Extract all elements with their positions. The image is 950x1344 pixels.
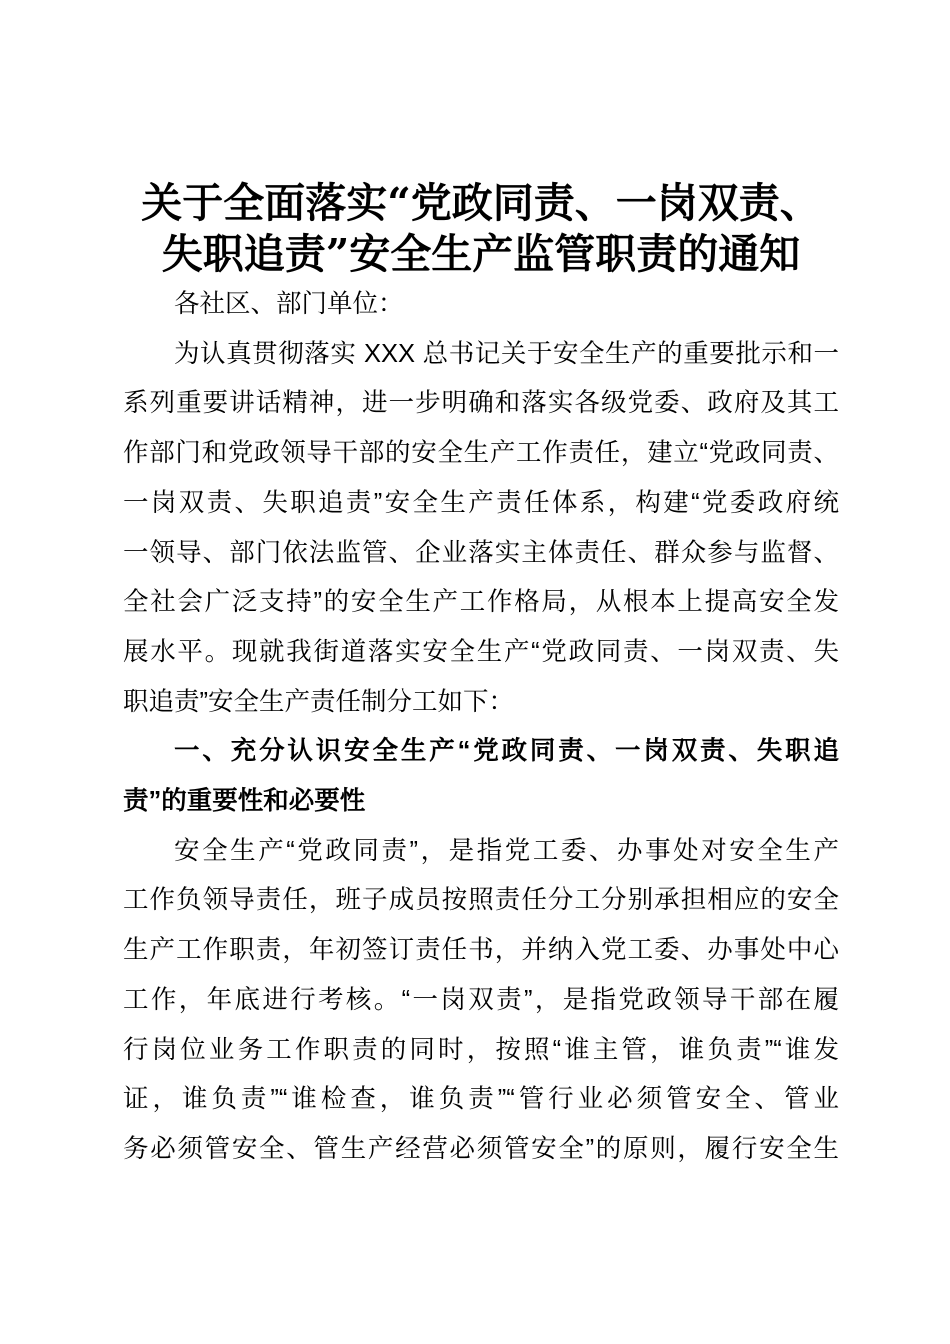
body-line: 展水平。现就我街道落实安全生产“党政同责、一岗双责、失 bbox=[123, 637, 839, 666]
body-line: 行岗位业务工作职责的同时，按照“谁主管，谁负责”“谁发 bbox=[123, 1035, 839, 1064]
document-title bbox=[123, 178, 839, 280]
section-heading bbox=[123, 727, 839, 826]
heading-line: 一、充分认识安全生产“党政同责、一岗双责、失职追 bbox=[174, 737, 839, 766]
title-line: 失职追责”安全生产监管职责的通知 bbox=[161, 230, 801, 278]
body-line: 生产工作职责，年初签订责任书，并纳入党工委、办事处中心 bbox=[123, 936, 839, 965]
body-line: 作部门和党政领导干部的安全生产工作责任，建立“党政同责、 bbox=[123, 439, 839, 468]
body-line: 一领导、部门依法监管、企业落实主体责任、群众参与监督、 bbox=[123, 538, 839, 567]
body-line: 工作，年底进行考核。“一岗双责”，是指党政领导干部在履 bbox=[123, 985, 839, 1014]
document-body bbox=[123, 280, 839, 1175]
title-line: 关于全面落实“党政同责、一岗双责、 bbox=[141, 179, 821, 227]
body-line: 工作负领导责任，班子成员按照责任分工分别承担相应的安全 bbox=[123, 886, 839, 915]
body-line: 安全生产“党政同责”，是指党工委、办事处对安全生产 bbox=[174, 836, 839, 865]
body-line: 一岗双责、失职追责”安全生产责任体系，构建“党委政府统 bbox=[123, 488, 839, 517]
body-line: 系列重要讲话精神，进一步明确和落实各级党委、政府及其工 bbox=[123, 389, 839, 418]
heading-line: 责”的重要性和必要性 bbox=[123, 787, 366, 816]
body-line: 证，谁负责”“谁检查，谁负责”“管行业必须管安全、管业 bbox=[123, 1085, 839, 1114]
body-line: 职追责”安全生产责任制分工如下： bbox=[123, 687, 514, 716]
paragraph bbox=[123, 330, 839, 728]
body-line: 为认真贯彻落实 XXX 总书记关于安全生产的重要批示和一 bbox=[174, 339, 839, 368]
body-line: 全社会广泛支持”的安全生产工作格局，从根本上提高安全发 bbox=[123, 588, 839, 617]
salutation bbox=[123, 280, 839, 330]
salutation-line: 各社区、部门单位： bbox=[174, 290, 404, 318]
body-line: 务必须管安全、管生产经营必须管安全”的原则，履行安全生 bbox=[123, 1134, 839, 1163]
paragraph bbox=[123, 827, 839, 1175]
